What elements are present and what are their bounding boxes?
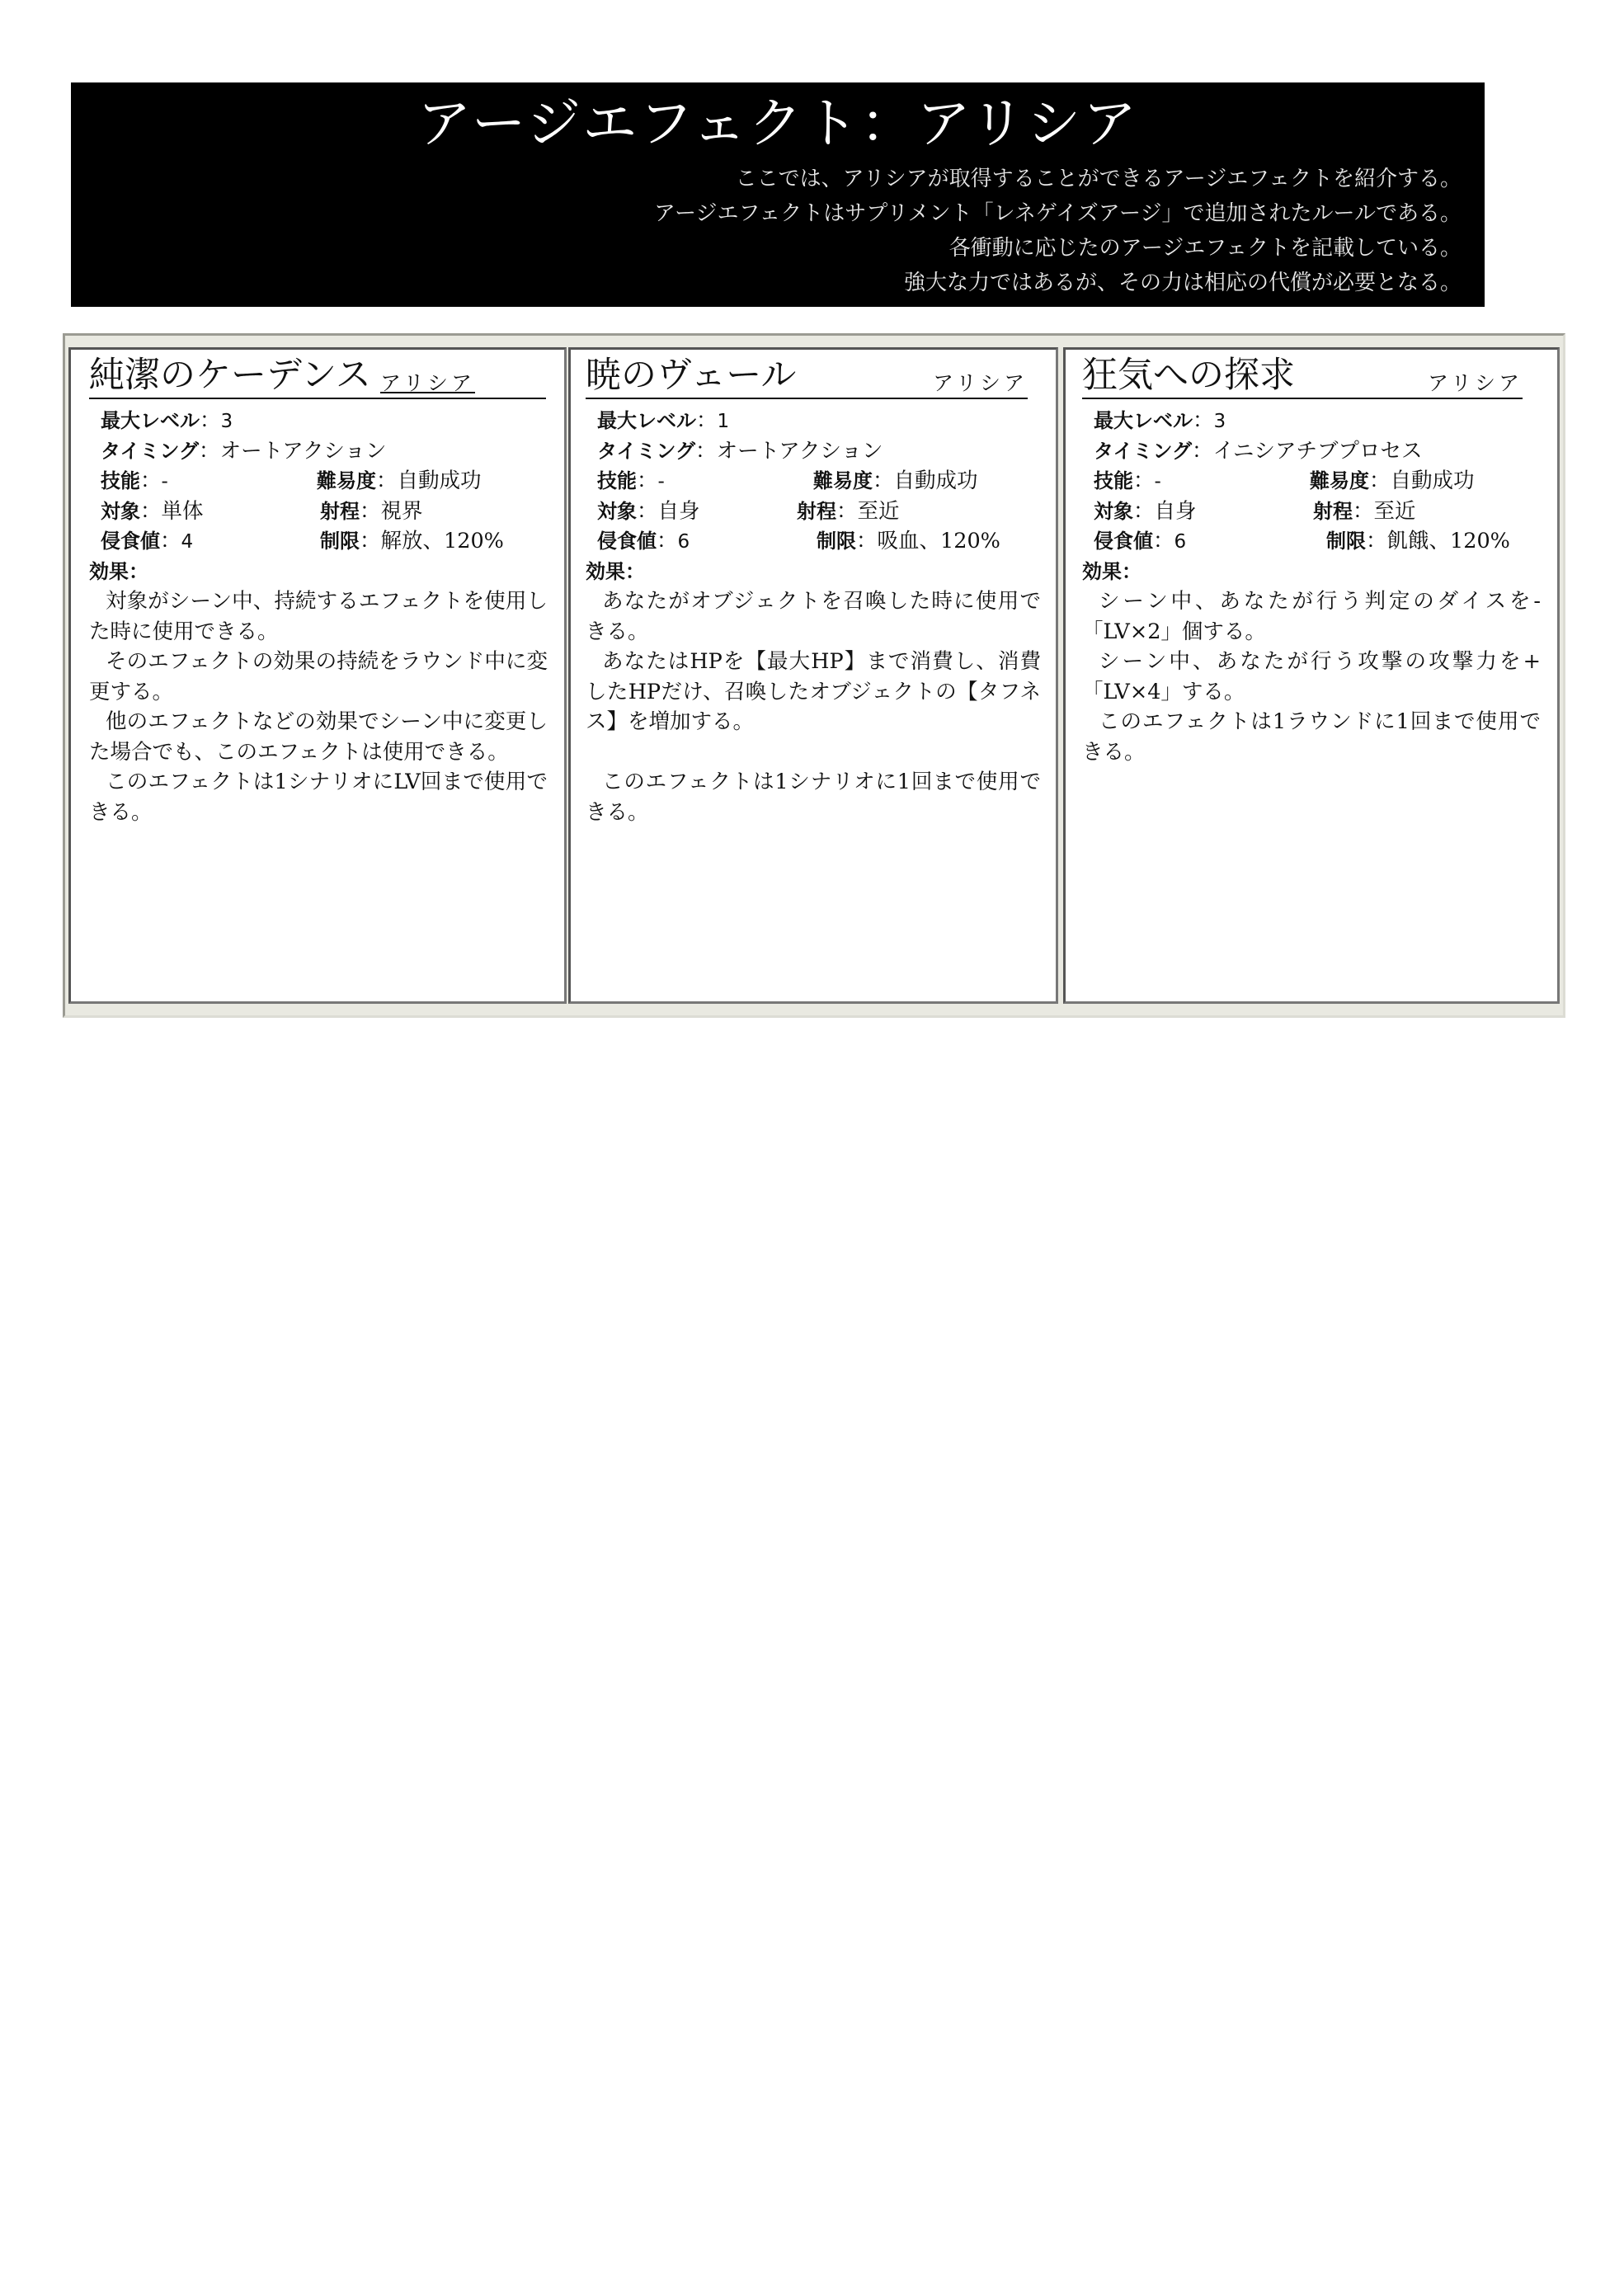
effect-paragraph: このエフェクトは1ラウンドに1回まで使用できる。 [1082, 709, 1541, 765]
stat-erosion-limit: 侵食値：4 制限：解放、120% [101, 529, 504, 553]
effect-name: 純潔のケーデンス [89, 355, 371, 396]
stat-max-level: 最大レベル：1 [597, 408, 730, 433]
effect-heading: 効果： [89, 559, 148, 583]
page-title: アージエフェクト：アリシア [417, 92, 1139, 155]
effect-paragraph: あなたがオブジェクトを召喚した時に使用できる。 [586, 589, 1041, 644]
effect-owner: アリシア [379, 371, 475, 395]
card-body [1082, 406, 1541, 767]
card-header [1082, 353, 1523, 399]
effect-name: 暁のヴェール [586, 355, 797, 396]
intro-line: アージエフェクトはサプリメント「レネゲイズアージ」で追加されたルールである。 [653, 201, 1462, 226]
effect-cards-table [63, 333, 1565, 1018]
blank-line [586, 737, 1041, 768]
effect-card [1063, 347, 1560, 1004]
effect-name: 狂気への探求 [1082, 355, 1295, 396]
effect-owner: アリシア [932, 371, 1028, 395]
card-header [89, 353, 546, 399]
stat-erosion-limit: 侵食値：6 制限：飢餓、120% [1094, 529, 1510, 553]
stat-target-range: 対象：自身 射程：至近 [1094, 498, 1416, 524]
stat-max-level: 最大レベル：3 [1094, 408, 1226, 433]
stat-skill-difficulty: 技能：- 難易度：自動成功 [101, 468, 482, 493]
effect-card [568, 347, 1058, 1004]
effect-paragraph: 他のエフェクトなどの効果でシーン中に変更した場合でも、このエフェクトは使用できる。 [89, 709, 548, 765]
intro-line: 強大な力ではあるが、その力は相応の代償が必要となる。 [903, 271, 1462, 295]
effect-heading: 効果： [1082, 559, 1142, 583]
effect-heading: 効果： [586, 559, 645, 583]
card-body [586, 406, 1041, 827]
effect-paragraph: シーン中、あなたが行う判定のダイスを-「LV×2」個する。 [1082, 589, 1541, 644]
stat-target-range: 対象：自身 射程：至近 [597, 498, 900, 524]
effect-paragraph: 対象がシーン中、持続するエフェクトを使用した時に使用できる。 [89, 589, 548, 644]
stat-timing: タイミング：オートアクション [597, 438, 883, 464]
stat-skill-difficulty: 技能：- 難易度：自動成功 [597, 468, 978, 493]
intro-line: ここでは、アリシアが取得することができるアージエフェクトを紹介する。 [735, 167, 1462, 191]
effect-owner: アリシア [1427, 371, 1523, 395]
intro-text [654, 162, 1462, 300]
effect-card [68, 347, 567, 1004]
stat-timing: タイミング：オートアクション [101, 438, 387, 464]
effect-paragraph: そのエフェクトの効果の持続をラウンド中に変更する。 [89, 649, 548, 704]
page-header [71, 82, 1485, 307]
effect-paragraph: このエフェクトは1シナリオに1回まで使用できる。 [586, 770, 1041, 825]
stat-max-level: 最大レベル：3 [101, 408, 233, 433]
stat-target-range: 対象：単体 射程：視界 [101, 498, 423, 524]
stat-erosion-limit: 侵食値：6 制限：吸血、120% [597, 529, 1000, 553]
stat-timing: タイミング：イニシアチブプロセス [1094, 438, 1423, 464]
stat-skill-difficulty: 技能：- 難易度：自動成功 [1094, 468, 1475, 493]
intro-line: 各衝動に応じたのアージエフェクトを記載している。 [949, 236, 1462, 261]
card-header [586, 353, 1028, 399]
effect-paragraph: あなたはHPを【最大HP】まで消費し、消費したHPだけ、召喚したオブジェクトの【タフネス】を増加する。 [586, 649, 1041, 734]
effect-paragraph: シーン中、あなたが行う攻撃の攻撃力を+「LV×4」する。 [1082, 649, 1541, 704]
effect-paragraph: このエフェクトは1シナリオにLV回まで使用できる。 [89, 770, 548, 825]
card-body [89, 406, 548, 827]
